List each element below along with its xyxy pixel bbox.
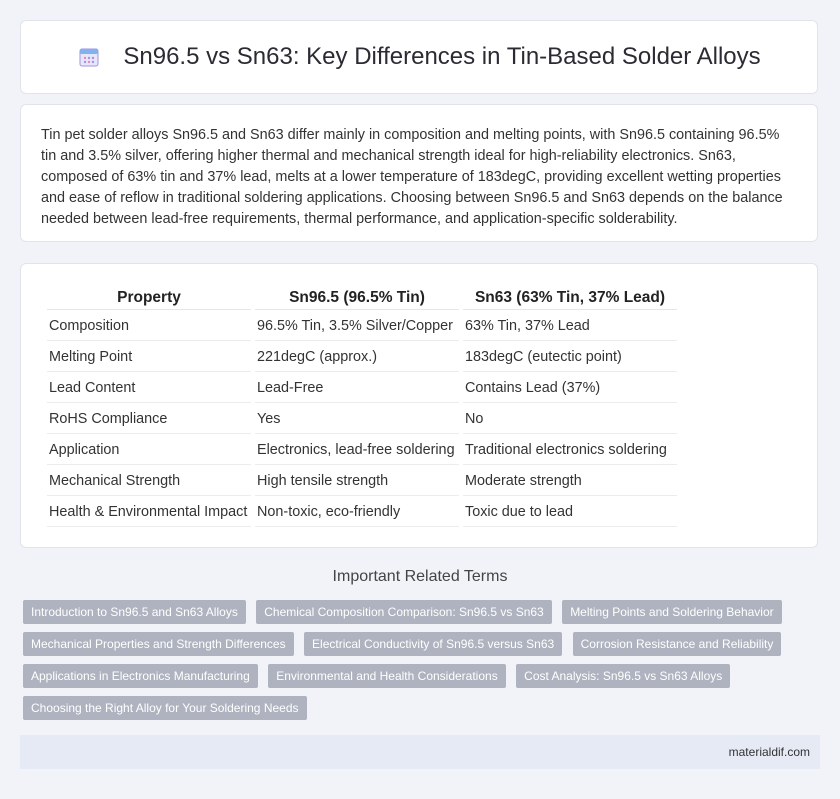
- table-row: [47, 374, 677, 403]
- header-sn63: Sn63 (63% Tin, 37% Lead): [463, 287, 677, 310]
- related-term-tag[interactable]: Cost Analysis: Sn96.5 vs Sn63 Alloys: [516, 664, 730, 688]
- cell-sn63: No: [463, 405, 677, 434]
- title-card: [20, 20, 818, 94]
- cell-sn965: 221degC (approx.): [255, 343, 459, 372]
- cell-property: Composition: [47, 312, 251, 341]
- table-row: [47, 405, 677, 434]
- intro-paragraph: Tin pet solder alloys Sn96.5 and Sn63 differ mainly in composition and melting points, with Sn96.5 containing 96.5% tin and 3.5% silver, offering higher thermal and mechanical strength ideal for high-reliability electronics. Sn63, composed of 63% tin and 37% lead, melts at a lower temperature of 183degC, providing excellent wetting properties and ease of reflow in traditional soldering applications. Choosing between Sn96.5 and Sn63 depends on the balance needed between lead-free requirements, thermal performance, and application-specific solderability.: [41, 127, 783, 227]
- page-title: Sn96.5 vs Sn63: Key Differences in Tin-Based Solder Alloys: [123, 43, 761, 70]
- table-row: [47, 343, 677, 372]
- cell-sn63: 63% Tin, 37% Lead: [463, 312, 677, 341]
- cell-sn965: Electronics, lead-free soldering: [255, 436, 459, 465]
- related-term-tag[interactable]: Choosing the Right Alloy for Your Soldering Needs: [23, 696, 307, 720]
- related-term-tag[interactable]: Introduction to Sn96.5 and Sn63 Alloys: [23, 600, 246, 624]
- related-term-tag[interactable]: Electrical Conductivity of Sn96.5 versus Sn63: [304, 632, 562, 656]
- table-row: [47, 312, 677, 341]
- cell-sn63: Toxic due to lead: [463, 498, 677, 527]
- cell-sn965: Non-toxic, eco-friendly: [255, 498, 459, 527]
- cell-sn965: Lead-Free: [255, 374, 459, 403]
- cell-sn63: Traditional electronics soldering: [463, 436, 677, 465]
- related-term-tag[interactable]: Environmental and Health Considerations: [268, 664, 505, 688]
- table-row: [47, 436, 677, 465]
- intro-card: [20, 104, 818, 242]
- footer: [20, 735, 820, 769]
- related-terms-list: [23, 600, 823, 728]
- table-row: [47, 498, 677, 527]
- comparison-table-card: [20, 263, 818, 548]
- cell-property: Health & Environmental Impact: [47, 498, 251, 527]
- cell-sn63: 183degC (eutectic point): [463, 343, 677, 372]
- related-terms-title: Important Related Terms: [332, 568, 508, 585]
- cell-property: RoHS Compliance: [47, 405, 251, 434]
- related-term-tag[interactable]: Corrosion Resistance and Reliability: [573, 632, 782, 656]
- related-term-tag[interactable]: Melting Points and Soldering Behavior: [562, 600, 781, 624]
- cell-sn63: Moderate strength: [463, 467, 677, 496]
- cell-property: Application: [47, 436, 251, 465]
- cell-property: Lead Content: [47, 374, 251, 403]
- cell-sn965: Yes: [255, 405, 459, 434]
- calendar-icon: [77, 45, 101, 69]
- comparison-table: [43, 285, 681, 529]
- cell-sn63: Contains Lead (37%): [463, 374, 677, 403]
- related-term-tag[interactable]: Mechanical Properties and Strength Differences: [23, 632, 294, 656]
- cell-sn965: High tensile strength: [255, 467, 459, 496]
- related-term-tag[interactable]: Applications in Electronics Manufacturing: [23, 664, 258, 688]
- header-sn965: Sn96.5 (96.5% Tin): [255, 287, 459, 310]
- table-header-row: [47, 287, 677, 310]
- header-property: Property: [47, 287, 251, 310]
- footer-site[interactable]: materialdif.com: [728, 745, 810, 759]
- table-row: [47, 467, 677, 496]
- related-term-tag[interactable]: Chemical Composition Comparison: Sn96.5 vs Sn63: [256, 600, 551, 624]
- cell-property: Mechanical Strength: [47, 467, 251, 496]
- cell-sn965: 96.5% Tin, 3.5% Silver/Copper: [255, 312, 459, 341]
- cell-property: Melting Point: [47, 343, 251, 372]
